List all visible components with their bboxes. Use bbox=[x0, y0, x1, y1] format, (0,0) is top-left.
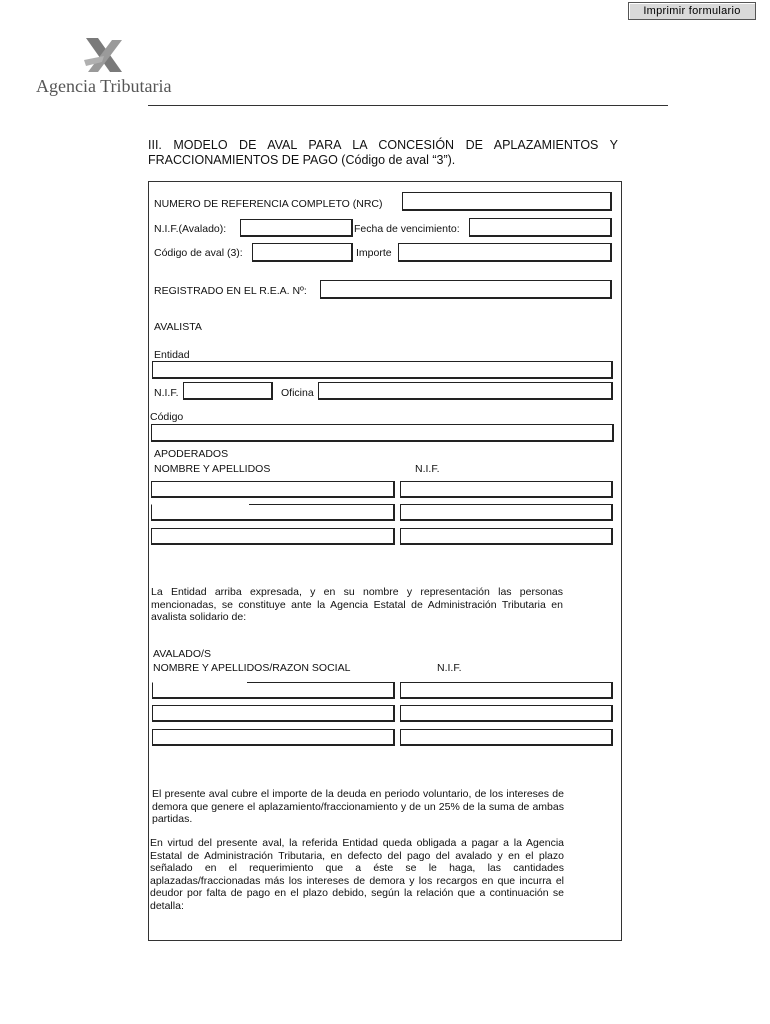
avalado-2-nif-field[interactable] bbox=[400, 705, 613, 722]
rea-label: REGISTRADO EN EL R.E.A. Nº: bbox=[154, 285, 307, 297]
importe-label: Importe bbox=[356, 247, 392, 259]
avalado-1-nif-field[interactable] bbox=[400, 682, 613, 699]
avalado-2-nombre-field[interactable] bbox=[152, 705, 395, 722]
apoderados-heading: APODERADOS bbox=[154, 448, 229, 460]
codigo-label: Código bbox=[150, 411, 184, 423]
avalado-1-top-line bbox=[247, 682, 395, 683]
apoderado-2-nif-field[interactable] bbox=[400, 504, 613, 521]
print-form-button[interactable]: Imprimir formulario bbox=[628, 2, 756, 20]
nif-avalado-label: N.I.F.(Avalado): bbox=[154, 223, 227, 235]
apoderado-2-nombre-field[interactable] bbox=[151, 504, 395, 521]
oficina-label: Oficina bbox=[281, 387, 314, 399]
apoderados-nif-header: N.I.F. bbox=[415, 463, 440, 475]
paragraph-obligacion-entidad: En virtud del presente aval, la referida Entidad queda obligada a pagar a la Agencia Estatal de Administración Tributaria, en defecto del pago del avalado y en el plazo señalado en el requerimiento que a éste se le haga, las cantidades aplazadas/fraccionadas más los intereses de demora y los recargos en que incurra el deudor por falta de pago en el plazo debido, según la relación que a continuación se detalla: bbox=[150, 837, 564, 912]
title-line-2: FRACCIONAMIENTOS DE PAGO (Código de aval “3”). bbox=[148, 153, 456, 167]
apoderados-nombre-header: NOMBRE Y APELLIDOS bbox=[154, 463, 271, 475]
fecha-vencimiento-label: Fecha de vencimiento: bbox=[354, 223, 460, 235]
entidad-label: Entidad bbox=[154, 349, 190, 361]
avalista-nif-label: N.I.F. bbox=[154, 387, 179, 399]
entidad-field[interactable] bbox=[152, 361, 613, 379]
avalado-3-nif-field[interactable] bbox=[400, 729, 613, 746]
form-title bbox=[148, 138, 618, 168]
paragraph-cobertura-aval: El presente aval cubre el importe de la deuda en periodo voluntario, de los intereses de demora que genere el aplazamiento/fraccionamiento y de un 25% de la suma de ambas partidas. bbox=[152, 788, 564, 825]
nrc-label: NUMERO DE REFERENCIA COMPLETO (NRC) bbox=[154, 198, 383, 210]
header-divider bbox=[148, 105, 668, 106]
avalista-heading: AVALISTA bbox=[154, 321, 202, 333]
avalado-3-nombre-field[interactable] bbox=[152, 729, 395, 746]
codigo-aval-label: Código de aval (3): bbox=[154, 247, 243, 259]
agencia-tributaria-logo-icon bbox=[82, 34, 128, 76]
rea-field[interactable] bbox=[320, 280, 612, 299]
fecha-vencimiento-field[interactable] bbox=[469, 218, 612, 237]
apoderado-3-nif-field[interactable] bbox=[400, 528, 613, 545]
codigo-aval-field[interactable] bbox=[252, 243, 353, 262]
codigo-field[interactable] bbox=[151, 424, 614, 442]
nrc-field[interactable] bbox=[402, 192, 612, 211]
avalado-1-nombre-field[interactable] bbox=[152, 682, 395, 699]
avalista-nif-field[interactable] bbox=[183, 382, 273, 400]
nif-avalado-field[interactable] bbox=[240, 219, 353, 237]
title-line-1: III. MODELO DE AVAL PARA LA CONCESIÓN DE APLAZAMIENTOS Y bbox=[148, 138, 618, 152]
logo-text: Agencia Tributaria bbox=[36, 76, 172, 96]
avalados-nif-header: N.I.F. bbox=[437, 662, 462, 674]
importe-field[interactable] bbox=[398, 243, 612, 262]
apoderado-3-nombre-field[interactable] bbox=[151, 528, 395, 545]
apoderado-2-top-line bbox=[249, 504, 395, 505]
avalados-heading: AVALADO/S bbox=[153, 648, 211, 660]
apoderado-1-nombre-field[interactable] bbox=[151, 481, 395, 498]
oficina-field[interactable] bbox=[318, 382, 613, 400]
paragraph-avalista-solidario: La Entidad arriba expresada, y en su nombre y representación las personas mencionadas, se constituye ante la Agencia Estatal de Administración Tributaria en avalista solidario de: bbox=[151, 586, 563, 623]
avalados-nombre-header: NOMBRE Y APELLIDOS/RAZON SOCIAL bbox=[153, 662, 351, 674]
apoderado-1-nif-field[interactable] bbox=[400, 481, 613, 498]
